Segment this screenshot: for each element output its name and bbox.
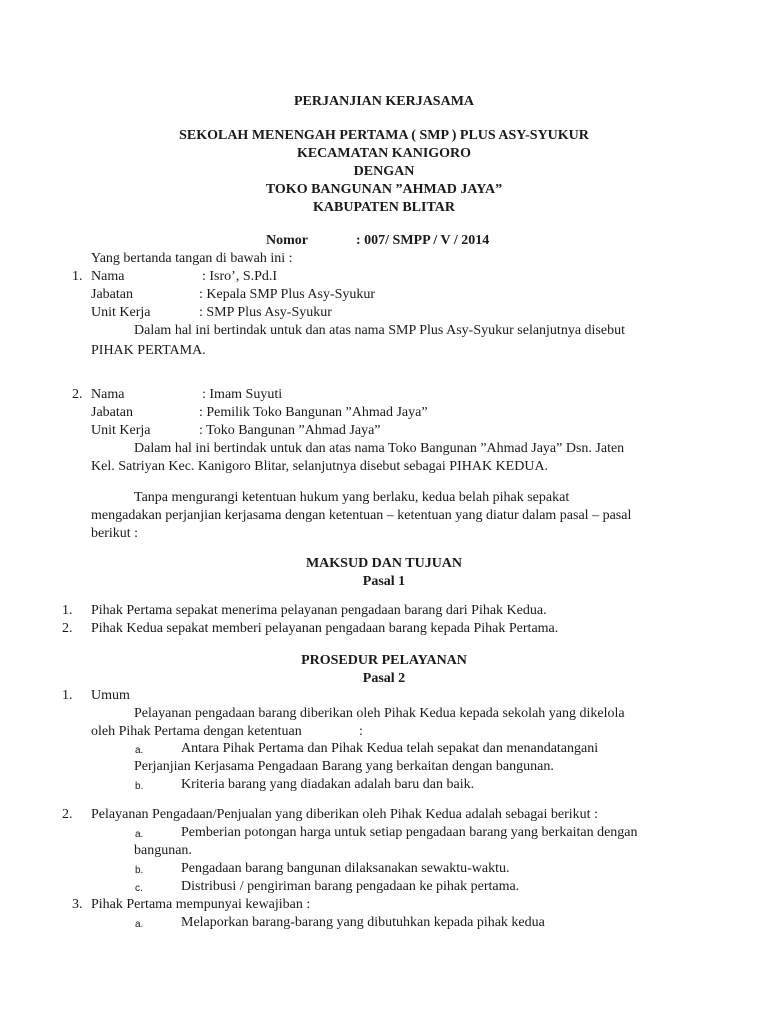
party2-nama-label: Nama (91, 387, 125, 402)
party2-unit-label: Unit Kerja (91, 423, 151, 438)
section2-item2-a-marker: a. (135, 829, 144, 840)
party1-number: 1. (72, 269, 83, 284)
section2-item1-para1: Pelayanan pengadaan barang diberikan oleh Pihak Kedua kepada sekolah yang dikelola (134, 706, 625, 721)
section2-item1-b-marker: b. (135, 781, 144, 792)
section2-item2-a-line2: bangunan. (134, 843, 192, 858)
section1-item-number: 2. (62, 621, 73, 636)
section1-pasal: Pasal 1 (362, 574, 406, 589)
section2-item2-number: 2. (62, 807, 73, 822)
section2-item1-para2: oleh Pihak Pertama dengan ketentuan (91, 724, 302, 739)
section2-item2-a-line1: Pemberian potongan harga untuk setiap pengadaan barang yang berkaitan dengan (181, 825, 638, 840)
header-with: DENGAN (353, 164, 415, 179)
party1-designation: PIHAK PERTAMA. (91, 343, 206, 358)
header-school: SEKOLAH MENENGAH PERTAMA ( SMP ) PLUS ASY-SYUKUR (179, 128, 589, 143)
party2-designation: Kel. Satriyan Kec. Kanigoro Blitar, selanjutnya disebut sebagai PIHAK KEDUA. (91, 459, 549, 474)
document-title: PERJANJIAN KERJASAMA (293, 94, 475, 109)
section2-item1-title: Umum (91, 688, 130, 703)
section1-item-text: Pihak Pertama sepakat menerima pelayanan pengadaan barang dari Pihak Kedua. (91, 603, 547, 618)
header-store: TOKO BANGUNAN ”AHMAD JAYA” (265, 182, 503, 197)
section2-item1-para2-colon: : (359, 724, 363, 739)
section1-item-number: 1. (62, 603, 73, 618)
section1-item-text: Pihak Kedua sepakat memberi pelayanan pengadaan barang kepada Pihak Pertama. (91, 621, 559, 636)
party2-jabatan-label: Jabatan (91, 405, 133, 420)
intro-text: Yang bertanda tangan di bawah ini : (91, 251, 293, 266)
section2-item3-title: Pihak Pertama mempunyai kewajiban : (91, 897, 311, 912)
party1-unit-label: Unit Kerja (91, 305, 151, 320)
party1-jabatan-label: Jabatan (91, 287, 133, 302)
section1-heading: MAKSUD DAN TUJUAN (305, 556, 463, 571)
party1-nama-label: Nama (91, 269, 125, 284)
section2-item1-number: 1. (62, 688, 73, 703)
section2-item3-number: 3. (72, 897, 83, 912)
section2-item3-a-line1: Melaporkan barang-barang yang dibutuhkan kepada pihak kedua (181, 915, 545, 930)
party2-jabatan-value: : Pemilik Toko Bangunan ”Ahmad Jaya” (199, 405, 428, 420)
preamble-line2: mengadakan perjanjian kerjasama dengan ketentuan – ketentuan yang diatur dalam pasal – pasal (91, 508, 632, 523)
party2-description: Dalam hal ini bertindak untuk dan atas nama Toko Bangunan ”Ahmad Jaya” Dsn. Jaten (134, 441, 625, 456)
section2-item1-a-line2: Perjanjian Kerjasama Pengadaan Barang yang berkaitan dengan bangunan. (134, 759, 554, 774)
party2-unit-value: : Toko Bangunan ”Ahmad Jaya” (199, 423, 381, 438)
section2-item2-c-marker: c. (135, 883, 143, 894)
party1-jabatan-value: : Kepala SMP Plus Asy-Syukur (199, 287, 376, 302)
section2-pasal: Pasal 2 (362, 671, 406, 686)
section2-item2-b-marker: b. (135, 865, 144, 876)
nomor-label: Nomor (266, 233, 308, 248)
header-district: KECAMATAN KANIGORO (296, 146, 472, 161)
section2-item1-a-line1: Antara Pihak Pertama dan Pihak Kedua telah sepakat dan menandatangani (181, 741, 599, 756)
section2-item1-a-marker: a. (135, 745, 144, 756)
party1-nama-value: : Isro’, S.Pd.I (202, 269, 278, 284)
section2-item2-c-line1: Distribusi / pengiriman barang pengadaan ke pihak pertama. (181, 879, 520, 894)
section2-heading: PROSEDUR PELAYANAN (301, 653, 467, 668)
nomor-value: : 007/ SMPP / V / 2014 (356, 233, 490, 248)
preamble-line1: Tanpa mengurangi ketentuan hukum yang berlaku, kedua belah pihak sepakat (134, 490, 570, 505)
section2-item2-b-line1: Pengadaan barang bangunan dilaksanakan sewaktu-waktu. (181, 861, 510, 876)
party1-description: Dalam hal ini bertindak untuk dan atas nama SMP Plus Asy-Syukur selanjutnya disebut (134, 323, 625, 338)
party1-unit-value: : SMP Plus Asy-Syukur (199, 305, 332, 320)
header-regency: KABUPATEN BLITAR (313, 200, 455, 215)
preamble-line3: berikut : (91, 526, 139, 541)
section2-item1-b-line1: Kriteria barang yang diadakan adalah baru dan baik. (181, 777, 475, 792)
section2-item3-a-marker: a. (135, 919, 144, 930)
party2-nama-value: : Imam Suyuti (202, 387, 283, 402)
party2-number: 2. (72, 387, 83, 402)
section2-item2-title: Pelayanan Pengadaan/Penjualan yang diberikan oleh Pihak Kedua adalah sebagai berikut : (91, 807, 598, 822)
